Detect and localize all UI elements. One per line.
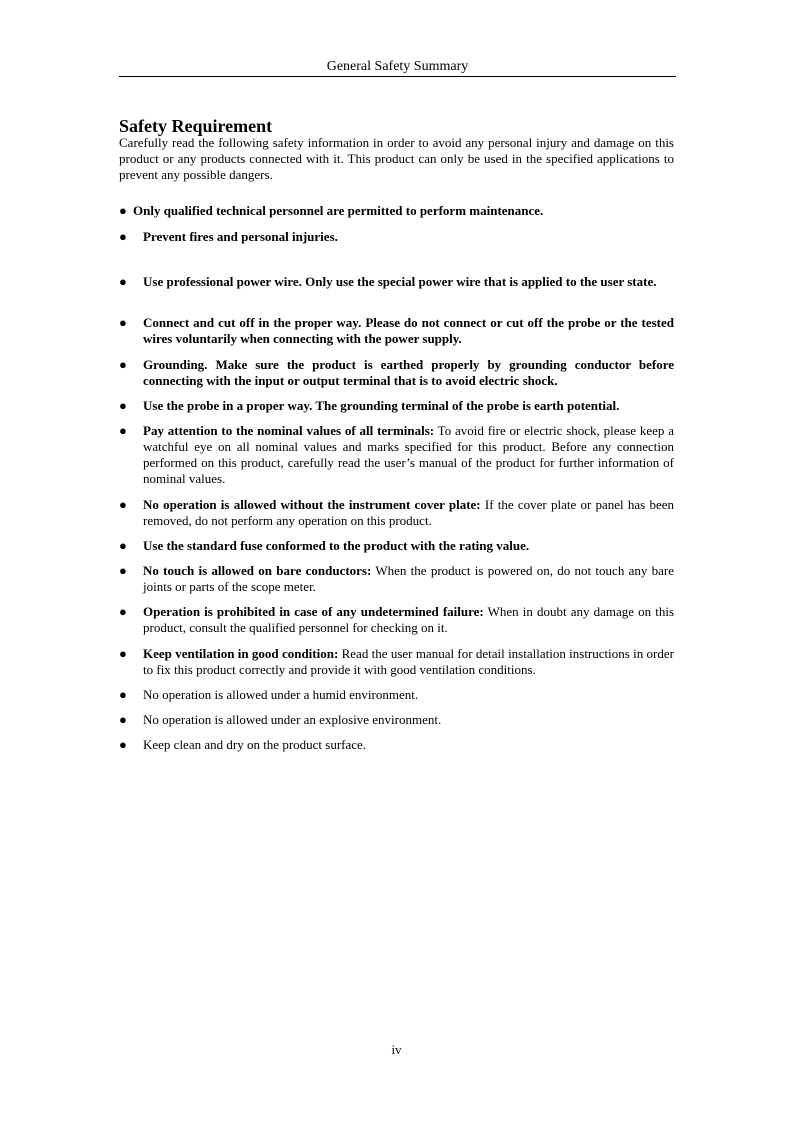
item-bold-text: No touch is allowed on bare conductors: — [143, 563, 372, 578]
safety-item — [119, 563, 674, 595]
section-title: Safety Requirement — [119, 116, 273, 136]
safety-item — [119, 274, 674, 290]
bullet-icon: ● — [119, 203, 127, 218]
item-bold-text: Prevent fires and personal injuries. — [143, 229, 338, 244]
safety-item — [119, 423, 674, 487]
item-bold-text: Connect and cut off in the proper way. Please do not connect or cut off the probe or the tested wires voluntarily when connecting with the power supply. — [143, 315, 674, 346]
bullet-icon: ● — [119, 563, 127, 578]
item-text: When the product is powered on, do not touch any bare joints or parts of the scope meter. — [143, 563, 674, 594]
bullet-icon: ● — [119, 538, 127, 553]
header-rule — [119, 76, 676, 77]
safety-item — [119, 646, 674, 678]
bullet-icon: ● — [119, 398, 127, 413]
bullet-icon: ● — [119, 737, 127, 752]
item-bold-text: Operation is prohibited in case of any undetermined failure: — [143, 604, 484, 619]
item-bold-text: Grounding. Make sure the product is earthed properly by grounding conductor before connecting with the input or output terminal that is to avoid electric shock. — [143, 357, 674, 388]
safety-item — [119, 229, 674, 245]
item-text: If the cover plate or panel has been removed, do not perform any operation on this product. — [143, 497, 674, 528]
item-bold-text: Use the standard fuse conformed to the product with the rating value. — [143, 538, 530, 553]
bullet-icon: ● — [119, 315, 127, 330]
item-text: When in doubt any damage on this product, consult the qualified personnel for checking on it. — [143, 604, 674, 635]
bullet-icon: ● — [119, 497, 127, 512]
item-bold-text: No operation is allowed without the instrument cover plate: — [143, 497, 481, 512]
bullet-icon: ● — [119, 423, 127, 438]
safety-item — [119, 687, 674, 703]
safety-item — [119, 538, 674, 554]
safety-item — [119, 737, 674, 753]
bullet-icon: ● — [119, 229, 127, 244]
item-bold-text: Use professional power wire. Only use the special power wire that is applied to the user state. — [143, 274, 657, 289]
item-bold-text: Keep ventilation in good condition: — [143, 646, 339, 661]
safety-item — [119, 203, 674, 219]
item-text: Read the user manual for detail installation instructions in order to fix this product correctly and provide it with good ventilation conditions. — [143, 646, 674, 677]
bullet-icon: ● — [119, 604, 127, 619]
safety-item — [119, 315, 674, 347]
bullet-icon: ● — [119, 357, 127, 372]
running-header: General Safety Summary — [326, 59, 469, 74]
bullet-icon: ● — [119, 274, 127, 289]
item-text: Keep clean and dry on the product surface. — [143, 737, 367, 752]
item-bold-text: Pay attention to the nominal values of all terminals: — [143, 423, 435, 438]
safety-item — [119, 712, 674, 728]
item-bold-text: Only qualified technical personnel are permitted to perform maintenance. — [133, 203, 544, 218]
item-bold-text: Use the probe in a proper way. The grounding terminal of the probe is earth potential. — [143, 398, 620, 413]
item-text: No operation is allowed under a humid environment. — [143, 687, 419, 702]
safety-item — [119, 398, 674, 414]
page-number: iv — [391, 1042, 402, 1057]
safety-item — [119, 497, 674, 529]
bullet-icon: ● — [119, 646, 127, 661]
safety-item — [119, 604, 674, 636]
bullet-icon: ● — [119, 712, 127, 727]
bullet-icon: ● — [119, 687, 127, 702]
intro-paragraph: Carefully read the following safety information in order to avoid any personal injury and damage on this product or any products connected with it. This product can only be used in the specified applications to prevent any possible dangers. — [119, 135, 674, 182]
safety-item — [119, 357, 674, 389]
item-text: To avoid fire or electric shock, please keep a watchful eye on all nominal values and marks specified for this product. Before any connection performed on this product, carefully read the user’s manual of the product for further information of nominal values. — [143, 423, 674, 486]
item-text: No operation is allowed under an explosive environment. — [143, 712, 442, 727]
